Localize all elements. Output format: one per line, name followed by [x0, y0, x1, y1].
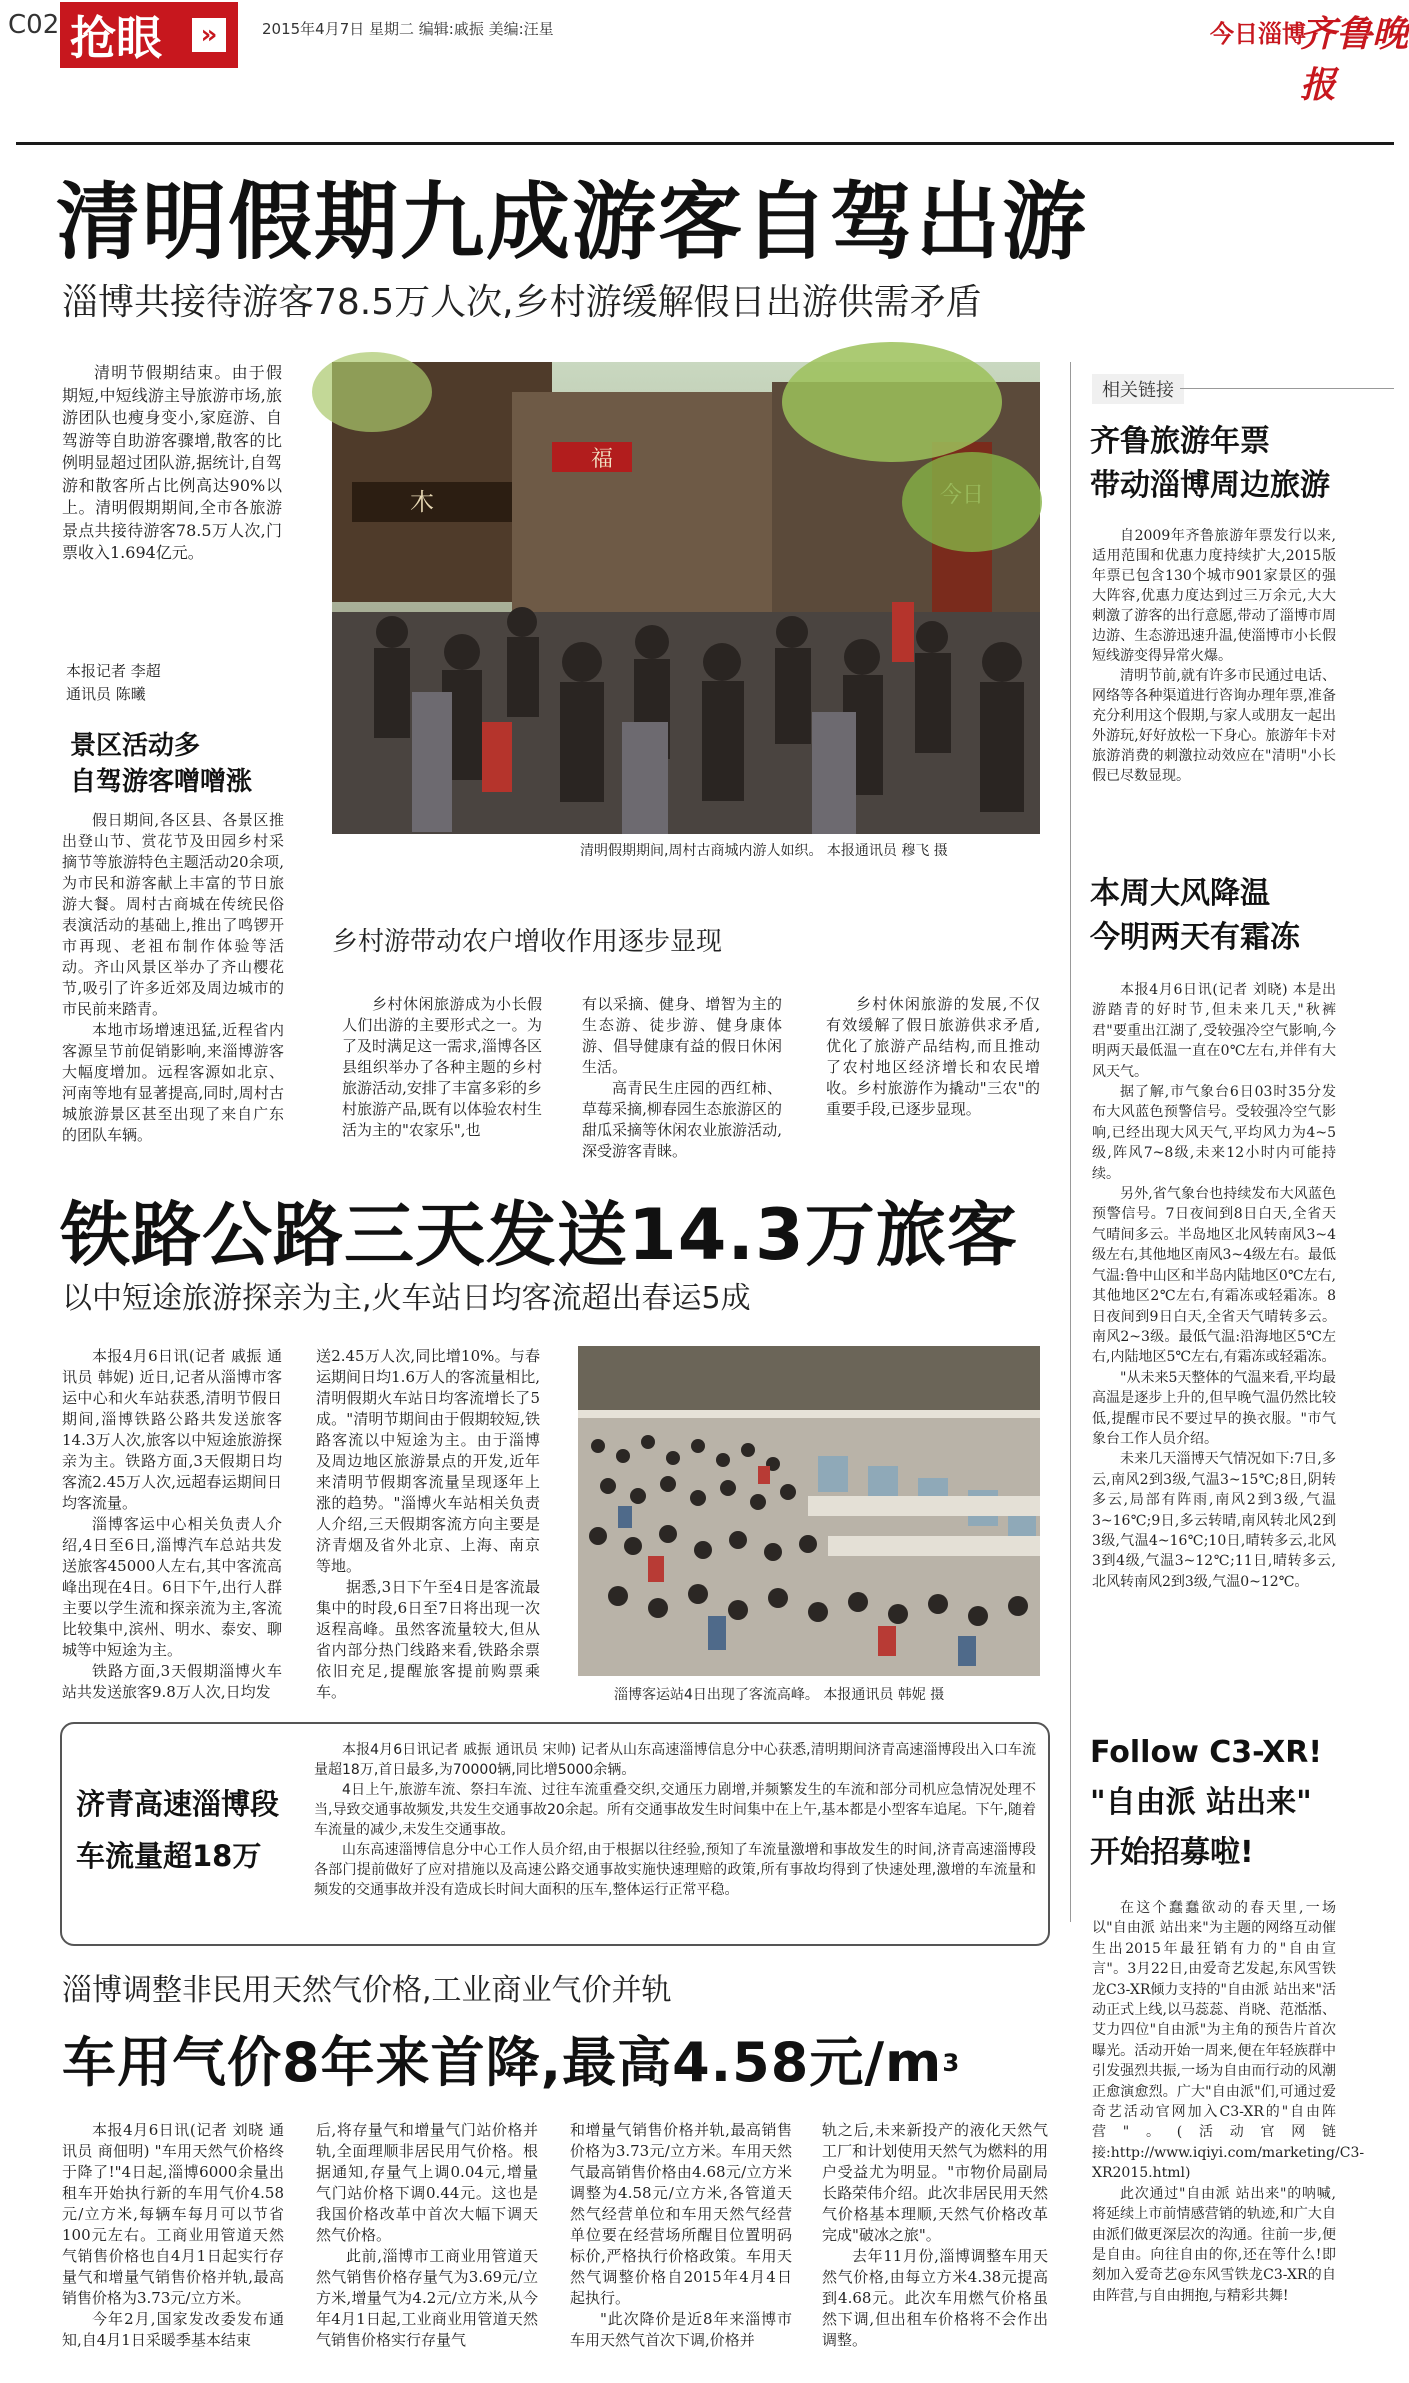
story3-col4-text: 去年11月份,淄博调整车用天然气价格,由每立方米4.38元提高到4.68元。此次车用燃气价格虽然下调,但出租车价格将不会作出调整。	[822, 2247, 1048, 2349]
sidebar1-para: 自2009年齐鲁旅游年票发行以来,适用范围和优惠力度持续扩大,2015版年票已包含130个城市901家景区的强大阵容,优惠力度达到过三万余元,大大刺激了游客的出行意愿,带动了淄博市周边游、生态游迅速升温,使淄博市小长假短线游变得异常火爆。	[1092, 528, 1336, 664]
story2-col2	[316, 1346, 540, 1712]
story2-col2-text: 据悉,3日下午至4日是客流最集中的时段,6日至7日将出现一次返程高峰。虽然客流量较大,但从省内部分热门线路来看,铁路余票依旧充足,提醒旅客提前购票乘车。	[316, 1578, 540, 1701]
story3-col3	[570, 2120, 792, 2378]
issue-meta: 2015年4月7日 星期二 编辑:戚振 美编:汪星	[262, 20, 554, 38]
brand-local: 今日淄博	[1210, 20, 1306, 48]
sidebar3-body	[1092, 1898, 1365, 2374]
story3-col2-text: 此前,淄博市工商业用管道天然气销售价格存量气为3.69元/立方米,增量气为4.2元/立方米,从今年4月1日起,工业商业用管道天然气销售价格实行存量气	[316, 2247, 538, 2349]
box-para: 4日上午,旅游车流、祭扫车流、过往车流重叠交织,交通压力剧增,并频繁发生的车流和部分司机应急情况处理不当,导致交通事故频发,共发生交通事故20余起。所有交通事故发生时间集中在上午,基本都是小型客车追尾。下午,随着车流量的减少,未发生交通事故。	[314, 1782, 1036, 1838]
related-links-rule	[1180, 388, 1394, 389]
sub2-col3	[826, 994, 1040, 1164]
sidebar3-para: 在这个蠢蠢欲动的春天里,一场以"自由派 站出来"为主题的网络互动催生出2015年最狂销有力的"自由宣言"。3月22日,由爱奇艺发起,东风雪铁龙C3-XR倾力支持的"自由派 站出来"活动正式上线,以马蕊蕊、肖晓、范湉湉、艾力四位"自由派"为主角的预告片首次曝光。活动开始一周来,便在年轻族群中引发强烈共振,一场为自由而行动的风潮正愈演愈烈。广大"自由派"们,可通过爱奇艺活动官网加入C3-XR的"自由阵营"。(活动官网链接:http://www.iqiyi.com/marketing/C3-XR2015.html)	[1092, 1900, 1365, 2182]
sub2-col3-text: 乡村休闲旅游的发展,不仅有效缓解了假日旅游供求矛盾,优化了旅游产品结构,而且推动了农村地区经济增长和农民增收。乡村旅游作为撬动"三农"的重要手段,已逐步显现。	[826, 995, 1040, 1118]
sub1-title-line2: 自驾游客噌噌涨	[70, 767, 253, 797]
column-divider	[1070, 362, 1071, 1922]
sidebar2-para: 另外,省气象台也持续发布大风蓝色预警信号。7日夜间到8日白天,全省天气晴间多云。半岛地区北风转南风3~4级左右,其他地区南风3~4级左右。最低气温:鲁中山区和半岛内陆地区0℃左右,其他地区2℃左右,有霜冻或轻霜冻。8日夜间到9日白天,全省天气晴转多云。南风2~3级。最低气温:沿海地区5℃左右,内陆地区5℃左右,有霜冻或轻霜冻。	[1092, 1186, 1336, 1366]
sidebar2-title	[1090, 872, 1300, 960]
sidebar3-para: 此次通过"自由派 站出来"的呐喊,将延续上市前情感营销的轨迹,和广大自由派们做更深层次的沟通。往前一步,便是自由。向往自由的你,还在等什么!即刻加入爱奇艺@东风雪铁龙C3-XR的自由阵营,与自由拥抱,与精彩共舞!	[1092, 2185, 1336, 2304]
story1-lead	[62, 362, 282, 644]
story3-headline	[62, 2026, 960, 2100]
box-title-line2: 车流量超18万	[76, 1839, 262, 1873]
sidebar2-para: 未来几天淄博天气情况如下:7日,多云,南风2到3级,气温3~15℃;8日,阴转多云,局部有阵雨,南风2到3级,气温3~16℃;9日,多云转晴,南风转北风2到3级,气温4~16℃;10日,晴转多云,北风3到4级,气温3~12℃;11日,晴转多云,北风转南风2到3级,气温0~12℃。	[1092, 1451, 1336, 1590]
story2-col2-text: 送2.45万人次,同比增10%。与春运期间日均1.6万人的客流量相比,清明假期火车站日均客流增长了5成。"清明节期间由于假期较短,铁路客流以中短途为主。由于淄博及周边地区旅游景点的开发,近年来清明节假期客流量呈现逐年上涨的趋势。"淄博火车站相关负责人介绍,三天假期客流方向主要是济青烟及省外北京、上海、南京等地。	[316, 1347, 540, 1575]
shop-sign: 木	[410, 488, 434, 516]
sidebar1-body	[1092, 526, 1336, 848]
sidebar2-title-line2: 今明两天有霜冻	[1090, 920, 1300, 955]
section-badge	[60, 2, 238, 68]
photo2-caption: 淄博客运站4日出现了客流高峰。 本报通讯员 韩妮 摄	[614, 1687, 945, 1703]
sub1-title	[70, 728, 252, 800]
story3-col1-text: 今年2月,国家发改委发布通知,自4月1日采暖季基本结束	[62, 2310, 284, 2349]
sidebar3-title-line1: Follow C3-XR!	[1090, 1735, 1323, 1770]
sub1-body	[62, 810, 284, 1212]
story1-byline-correspondent: 通讯员 陈曦	[66, 685, 146, 703]
story3-col2-text: 后,将存量气和增量气门站价格并轨,全面理顺非居民用气价格。根据通知,存量气上调0.04元,增量气门站价格下调0.44元。这也是我国价格改革中首次大幅下调天然气价格。	[316, 2121, 538, 2244]
sidebar3-title	[1090, 1728, 1322, 1878]
page-number: C02	[8, 10, 60, 40]
sidebar2-title-line1: 本周大风降温	[1090, 876, 1270, 911]
tourist-crowd-illustration	[332, 362, 1040, 834]
sub2-col1-text: 乡村休闲旅游成为小长假人们出游的主要形式之一。为了及时满足这一需求,淄博各区县组织举办了各种主题的乡村旅游活动,安排了丰富多彩的乡村旅游产品,既有以体验农村生活为主的"农家乐",也	[342, 995, 542, 1139]
sub1-title-line1: 景区活动多	[70, 731, 201, 761]
story1-byline-reporter: 本报记者 李超	[66, 662, 161, 680]
sidebar2-para: 据了解,市气象台6日03时35分发布大风蓝色预警信号。受较强冷空气影响,已经出现大风天气,平均风力为4~5级,阵风7~8级,未来12小时内可能持续。	[1092, 1084, 1336, 1182]
shop-sign: 福	[590, 447, 614, 472]
story2-headline: 铁路公路三天发送14.3万旅客	[60, 1194, 1018, 1276]
story3-col2	[316, 2120, 538, 2378]
section-label: 抢眼	[70, 11, 162, 65]
sub2-col1	[342, 994, 542, 1164]
story2-col1-text: 本报4月6日讯(记者 戚振 通讯员 韩妮) 近日,记者从淄博市客运中心和火车站获悉,清明节假日期间,淄博铁路公路共发送旅客14.3万人次,旅客以中短途旅游探亲为主。铁路方面,3天假期日均客流2.45万人次,远超春运期间日均客流量。	[62, 1347, 282, 1512]
box-body	[314, 1740, 1036, 1936]
bus-station-illustration	[578, 1346, 1040, 1676]
story2-col1-text: 淄博客运中心相关负责人介绍,4日至6日,淄博汽车总站共发送旅客45000人左右,其中客流高峰出现在4日。6日下午,出行人群主要以学生流和探亲流为主,客流比较集中,滨州、明水、泰安、聊城等中短途为主。	[62, 1515, 282, 1659]
header-divider	[16, 142, 1394, 145]
box-title-line1: 济青高速淄博段	[76, 1787, 280, 1821]
story2-col1	[62, 1346, 282, 1712]
story2-col1-text: 铁路方面,3天假期淄博火车站共发送旅客9.8万人次,日均发	[62, 1662, 282, 1701]
sidebar2-body	[1092, 980, 1336, 1682]
sub2-title: 乡村游带动农户增收作用逐步显现	[332, 927, 723, 957]
story3-kicker: 淄博调整非民用天然气价格,工业商业气价并轨	[62, 1973, 672, 2008]
story1-subheadline: 淄博共接待游客78.5万人次,乡村游缓解假日出游供需矛盾	[62, 282, 982, 323]
sidebar2-para: "从未来5天整体的气温来看,平均最高温是逐步上升的,但早晚气温仍然比较低,提醒市民不要过早的换衣服。"市气象台工作人员介绍。	[1092, 1369, 1336, 1447]
bus-station-crowd-photo	[578, 1346, 1040, 1676]
sidebar1-title-line2: 带动淄博周边旅游	[1090, 468, 1330, 503]
tourist-crowd-photo	[332, 362, 1040, 834]
related-links-tag: 相关链接	[1092, 374, 1184, 404]
sub2-col2-text: 有以采摘、健身、增智为主的生态游、徒步游、健身康体游、倡导健康有益的假日休闲生活。	[582, 995, 782, 1076]
photo1-caption: 清明假期期间,周村古商城内游人如织。 本报通讯员 穆飞 摄	[580, 843, 948, 859]
box-para: 山东高速淄博信息分中心工作人员介绍,由于根据以往经验,预知了车流量激增和事故发生的时间,济青高速淄博段各部门提前做好了应对措施以及高速公路交通事故实施快速理赔的政策,所有事故均得到了快速处理,激增的车流量和频发的交通事故并没有造成长时间大面积的压车,整体运行正常平稳。	[314, 1842, 1036, 1898]
story1-byline	[66, 660, 276, 706]
sub1-para: 本地市场增速迅猛,近程省内客源呈节前促销影响,来淄博游客大幅度增加。远程客源如北京、河南等地有显著提高,同时,周村古城旅游景区甚至出现了来自广东的团队车辆。	[62, 1021, 284, 1144]
sidebar1-title	[1090, 420, 1330, 508]
story3-col3-text: 和增量气销售价格并轨,最高销售价格为3.73元/立方米。车用天然气最高销售价格由4.68元/立方米调整为4.58元/立方米,各管道天然气经营单位和车用天然气经营单位要在经营场所醒目位置明码标价,严格执行价格政策。车用天然气调整价格自2015年4月4日起执行。	[570, 2121, 792, 2307]
sidebar1-title-line1: 齐鲁旅游年票	[1090, 424, 1270, 459]
box-title	[76, 1778, 316, 1882]
newspaper-logo: 齐鲁晚报	[1300, 13, 1409, 106]
box-para: 本报4月6日讯记者 戚振 通讯员 宋帅) 记者从山东高速淄博信息分中心获悉,清明期间济青高速淄博段出入口车流量超18万,首日最多,为70000辆,同比增5000余辆。	[314, 1742, 1036, 1778]
story1-headline: 清明假期九成游客自驾出游	[56, 173, 1089, 271]
double-chevron-right-icon: »	[192, 18, 226, 52]
story3-col3-text: "此次降价是近8年来淄博市车用天然气首次下调,价格并	[570, 2310, 792, 2349]
sub1-para: 假日期间,各区县、各景区推出登山节、赏花节及田园乡村采摘节等旅游特色主题活动20余项,为市民和游客献上丰富的节日旅游大餐。周村古商城在传统民俗表演活动的基础上,推出了鸣锣开市再现、老祖布制作体验等活动。齐山风景区举办了齐山樱花节,吸引了许多近郊及周边城市的市民前来踏青。	[62, 811, 284, 1018]
story3-col1-text: 本报4月6日讯(记者 刘晓 通讯员 商佃明) "车用天然气价格终于降了!"4日起,淄博6000余量出租车开始执行新的车用气价4.58元/立方米,每辆车每月可以节省100元左右。工商业用管道天然气销售价格也自4月1日起实行存量气和增量气销售价格并轨,最高销售价格为3.73元/立方米。	[62, 2121, 284, 2307]
sidebar1-para: 清明节前,就有许多市民通过电话、网络等各种渠道进行咨询办理年票,准备充分利用这个假期,与家人或朋友一起出外游玩,好好放松一下身心。旅游年卡对旅游消费的刺激拉动效应在"清明"小长假已尽数显现。	[1092, 668, 1336, 784]
story3-headline-superscript: 3	[942, 2048, 961, 2077]
sub2-col2	[582, 994, 782, 1164]
sidebar3-title-line2: "自由派 站出来"	[1090, 1785, 1312, 1820]
story3-col4-text: 轨之后,未来新投产的液化天然气工厂和计划使用天然气为燃料的用户受益尤为明显。"市物价局副局长路荣伟介绍。此次非居民用天然气价格基本理顺,天然气价格改革完成"破冰之旅"。	[822, 2121, 1048, 2244]
sidebar3-title-line3: 开始招募啦!	[1090, 1835, 1254, 1870]
story3-col1	[62, 2120, 284, 2378]
sub2-col2-text: 高青民生庄园的西红柿、草莓采摘,柳春园生态旅游区的甜瓜采摘等休闲农业旅游活动,深受游客青睐。	[582, 1079, 782, 1160]
story3-col4	[822, 2120, 1048, 2378]
sidebar2-para: 本报4月6日讯(记者 刘晓) 本是出游踏青的好时节,但未来几天,"秋裤君"要重出江湖了,受较强冷空气影响,今明两天最低温一直在0℃左右,并伴有大风天气。	[1092, 982, 1336, 1080]
story1-lead-text: 清明节假期结束。由于假期短,中短线游主导旅游市场,旅游团队也瘦身变小,家庭游、自驾游等自助游客骤增,散客的比例明显超过团队游,据统计,自驾游和散客所占比例高达90%以上。清明假期期间,全市各旅游景点共接待游客78.5万人次,门票收入1.694亿元。	[62, 363, 282, 562]
story3-headline-text: 车用气价8年来首降,最高4.58元/m	[62, 2031, 943, 2094]
story2-subheadline: 以中短途旅游探亲为主,火车站日均客流超出春运5成	[62, 1281, 751, 1316]
